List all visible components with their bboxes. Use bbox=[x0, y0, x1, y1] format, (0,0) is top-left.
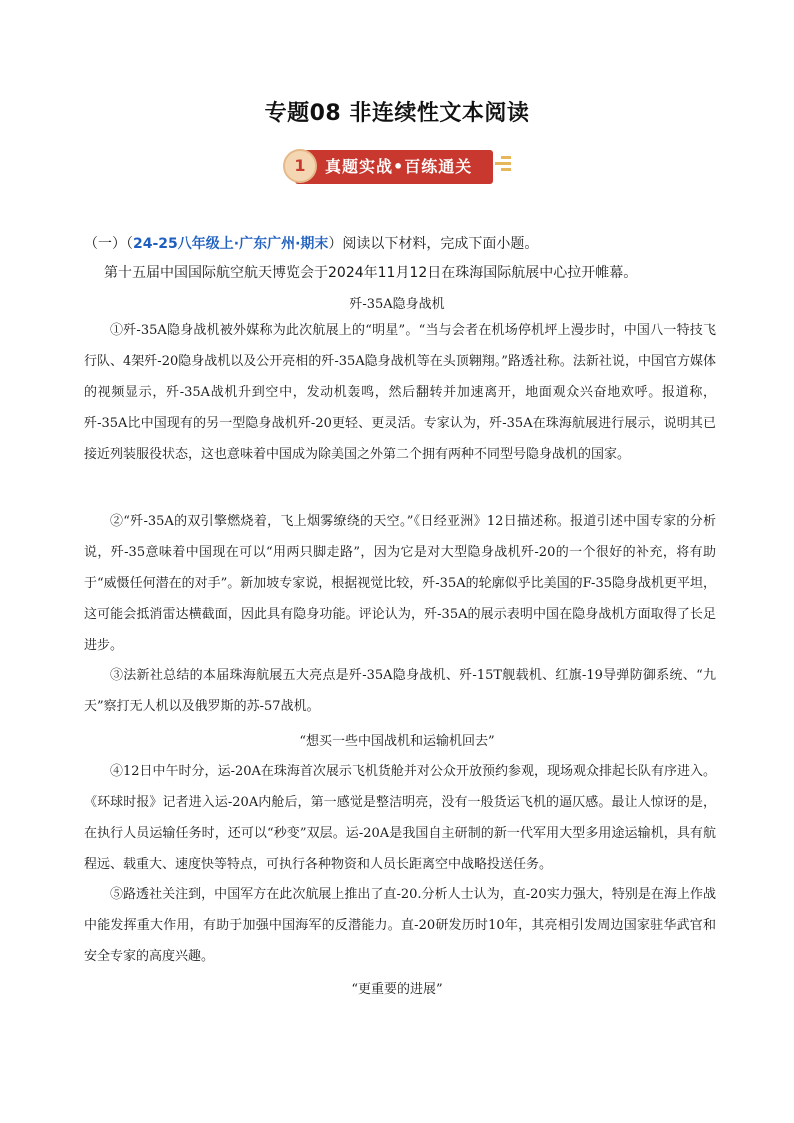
section-banner bbox=[283, 148, 513, 186]
banner-label: 真题实战•百练通关 bbox=[325, 157, 473, 176]
source-tag: 24-25八年级上·广东广州·期末 bbox=[133, 236, 329, 252]
paragraph-5: ⑤路透社关注到，中国军方在此次航展上推出了直-20.分析人士认为，直-20实力强大，特别是在海上作战中能发挥重大作用，有助于加强中国海军的反潜能力。直-20研发历时10年，其亮相引发周边国家驻华武官和安全专家的高度兴趣。 bbox=[84, 887, 716, 964]
paragraph-2: ②“歼-35A的双引擎燃烧着，飞上烟雾缭绕的天空。”《日经亚洲》12日描述称。报道引述中国专家的分析说，歼-35意味着中国现在可以“用两只脚走路”，因为它是对大型隐身战机歼-20的一个很好的补充，将有助于“威慑任何潜在的对手”。新加坡专家说，根据视觉比较，歼-35A的轮廓似乎比美国的F-35隐身战机更平坦，这可能会抵消雷达横截面，因此具有隐身功能。评论认为，歼-35A的展示表明中国在隐身战机方面取得了长足进步。 bbox=[84, 514, 716, 653]
page-title: 专题08 非连续性文本阅读 bbox=[264, 101, 530, 126]
intro-text: 第十五届中国国际航空航天博览会于2024年11月12日在珠海国际航展中心拉开帷幕。 bbox=[104, 265, 638, 281]
paragraph-3: ③法新社总结的本届珠海航展五大亮点是歼-35A隐身战机、歼-15T舰载机、红旗-19导弹防御系统、“九天”察打无人机以及俄罗斯的苏-57战机。 bbox=[84, 668, 716, 714]
question-source-line bbox=[84, 233, 538, 253]
section-heading-progress: “更重要的进展” bbox=[351, 982, 443, 997]
question-suffix: ）阅读以下材料，完成下面小题。 bbox=[328, 236, 539, 252]
section-heading-buy-aircraft: “想买一些中国战机和运输机回去” bbox=[299, 734, 495, 749]
paragraph-4: ④12日中午时分，运-20A在珠海首次展示飞机货舱并对公众开放预约参观，现场观众排起长队有序进入。《环球时报》记者进入运-20A内舱后，第一感觉是整洁明亮，没有一般货运飞机的逼仄感。最让人惊讶的是，在执行人员运输任务时，还可以“秒变”双层。运-20A是我国自主研制的新一代军用大型多用途运输机，具有航程远、载重大、速度快等特点，可执行各种物资和人员长距离空中战略投送任务。 bbox=[84, 764, 716, 872]
question-prefix: （一）（ bbox=[84, 236, 133, 252]
banner-number: 1 bbox=[283, 149, 317, 183]
section-heading-j35a: 歼-35A隐身战机 bbox=[349, 297, 445, 312]
banner-stripes-icon bbox=[495, 156, 511, 178]
paragraph-1: ①歼-35A隐身战机被外媒称为此次航展上的“明星”。“当与会者在机场停机坪上漫步时，中国八一特技飞行队、4架歼-20隐身战机以及公开亮相的歼-35A隐身战机等在头顶翱翔。”路透社称。法新社说，中国官方媒体的视频显示，歼-35A战机升到空中，发动机轰鸣，然后翻转并加速离开，地面观众兴奋地欢呼。报道称，歼-35A比中国现有的另一型隐身战机歼-20更轻、更灵活。专家认为，歼-35A在珠海航展进行展示，说明其已接近列装服役状态，这也意味着中国成为除美国之外第二个拥有两种不同型号隐身战机的国家。 bbox=[84, 323, 716, 462]
